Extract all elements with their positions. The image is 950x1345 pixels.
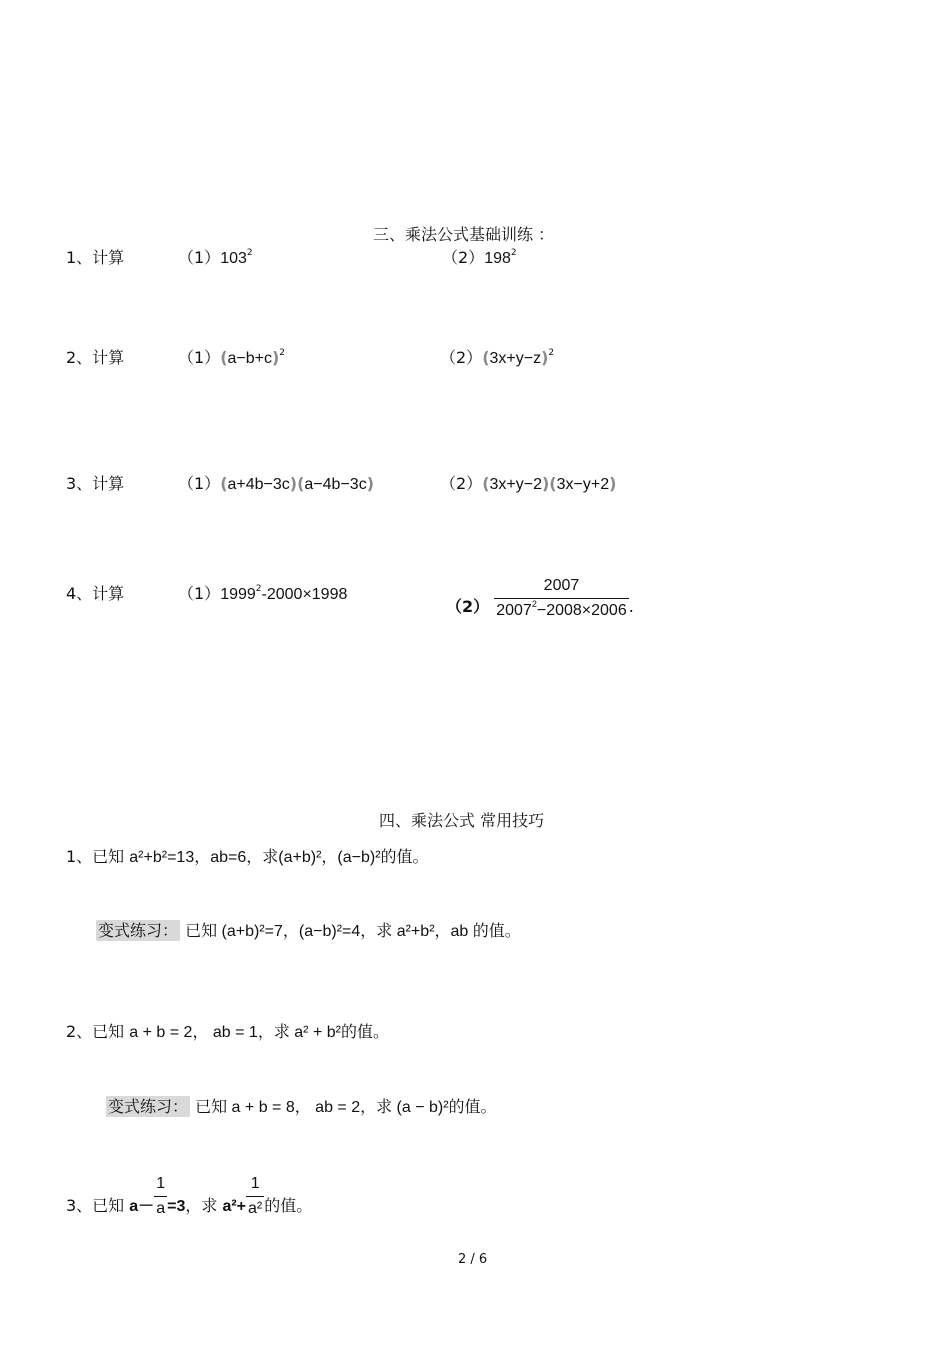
fraction — [494, 576, 628, 622]
denominator: a² — [246, 1196, 264, 1219]
left-paren: ( — [220, 348, 228, 367]
exponent: 2 — [246, 248, 253, 258]
given: a²+b²=13，ab=6，求 — [129, 849, 279, 866]
variant-2 — [106, 1097, 497, 1118]
page-number: 2 / 6 — [458, 1252, 488, 1267]
middle-paren: )( — [289, 474, 305, 493]
exponent: 2 — [548, 348, 555, 358]
den-exponent: 2 — [531, 599, 537, 609]
section-4-title: 四、乘法公式 常用技巧 — [379, 811, 545, 830]
term-1: (a+b)² — [278, 849, 322, 866]
s4-q3 — [66, 1174, 312, 1219]
factor-2: 3x−y+2 — [556, 476, 610, 493]
q-text: a + b = 2， ab = 1，求 a² + b²的值。 — [129, 1024, 389, 1041]
exponent: 2 — [510, 248, 517, 258]
equals: =3 — [167, 1198, 186, 1215]
part-label: （1） — [178, 248, 221, 267]
s4-q2 — [66, 1022, 389, 1043]
q-label: 2、已知 — [66, 1022, 125, 1041]
tail: 的值。 — [380, 847, 429, 866]
section-3-title: 三、乘法公式基础训练 ： — [373, 225, 555, 244]
denominator — [494, 598, 628, 622]
rhs: a²+ — [222, 1198, 247, 1215]
variant-text: 已知 a + b = 8， ab = 2，求 (a − b)²的值。 — [195, 1099, 497, 1116]
factor-1: 3x+y−2 — [489, 476, 542, 493]
tail: 的值。 — [264, 1196, 313, 1215]
q4-part1 — [178, 584, 347, 607]
expr: 3x+y−z — [489, 350, 542, 367]
term-2: (a−b)² — [337, 849, 381, 866]
q3-label: 3、计算 — [66, 474, 125, 493]
left-paren: ( — [220, 474, 228, 493]
numerator: 1 — [156, 1175, 166, 1192]
lhs: a－ — [129, 1198, 155, 1215]
factor-2: a−4b−3c — [304, 476, 367, 493]
q1-part2 — [442, 248, 517, 271]
exponent: 2 — [255, 584, 262, 594]
right-paren: ) — [271, 348, 280, 367]
base: 103 — [220, 250, 247, 267]
part-label: （2） — [442, 248, 485, 267]
exponent: 2 — [279, 348, 286, 358]
variant-tag: 变式练习： — [98, 921, 179, 940]
q2-part2 — [440, 348, 554, 371]
left-paren: ( — [482, 348, 490, 367]
variant-1 — [96, 921, 521, 942]
fraction-2 — [246, 1174, 264, 1219]
variant-text: 已知 (a+b)²=7，(a−b)²=4，求 a²+b²，ab 的值。 — [185, 923, 521, 940]
separator: ， — [321, 847, 338, 866]
part-label: （1） — [178, 584, 221, 603]
q3-part2 — [440, 474, 616, 495]
right-paren: ) — [541, 348, 549, 367]
variant-tag: 变式练习： — [108, 1097, 189, 1116]
period: . — [628, 596, 634, 616]
middle-paren: )( — [541, 474, 557, 493]
numerator: 2007 — [543, 577, 580, 594]
expr: a−b+c — [227, 350, 272, 367]
den-base: 2007 — [496, 602, 532, 619]
base: 1999 — [220, 586, 256, 603]
q3-part1 — [178, 474, 374, 495]
right-paren: ) — [609, 474, 617, 493]
q1-label: 1、计算 — [66, 248, 125, 267]
den-rest: −2008×2006 — [536, 602, 627, 619]
part-label: （2） — [446, 596, 490, 616]
part-label: （2） — [440, 474, 483, 493]
part-label: （1） — [178, 474, 221, 493]
q2-part1 — [178, 348, 285, 371]
q-label: 3、已知 — [66, 1196, 125, 1215]
left-paren: ( — [482, 474, 490, 493]
q4-label: 4、计算 — [66, 584, 125, 603]
s4-q1 — [66, 847, 429, 868]
base: 198 — [484, 250, 511, 267]
rest: -2000×1998 — [261, 586, 348, 603]
factor-1: a+4b−3c — [227, 476, 290, 493]
q2-label: 2、计算 — [66, 348, 125, 367]
q1-part1 — [178, 248, 253, 271]
numerator: 1 — [250, 1175, 260, 1192]
q-label: 1、已知 — [66, 847, 125, 866]
fraction-1 — [154, 1174, 167, 1219]
ask: ，求 — [185, 1196, 218, 1215]
denominator: a — [154, 1196, 167, 1219]
part-label: （2） — [440, 348, 483, 367]
q4-part2 — [446, 576, 634, 622]
right-paren: ) — [366, 474, 374, 493]
part-label: （1） — [178, 348, 221, 367]
